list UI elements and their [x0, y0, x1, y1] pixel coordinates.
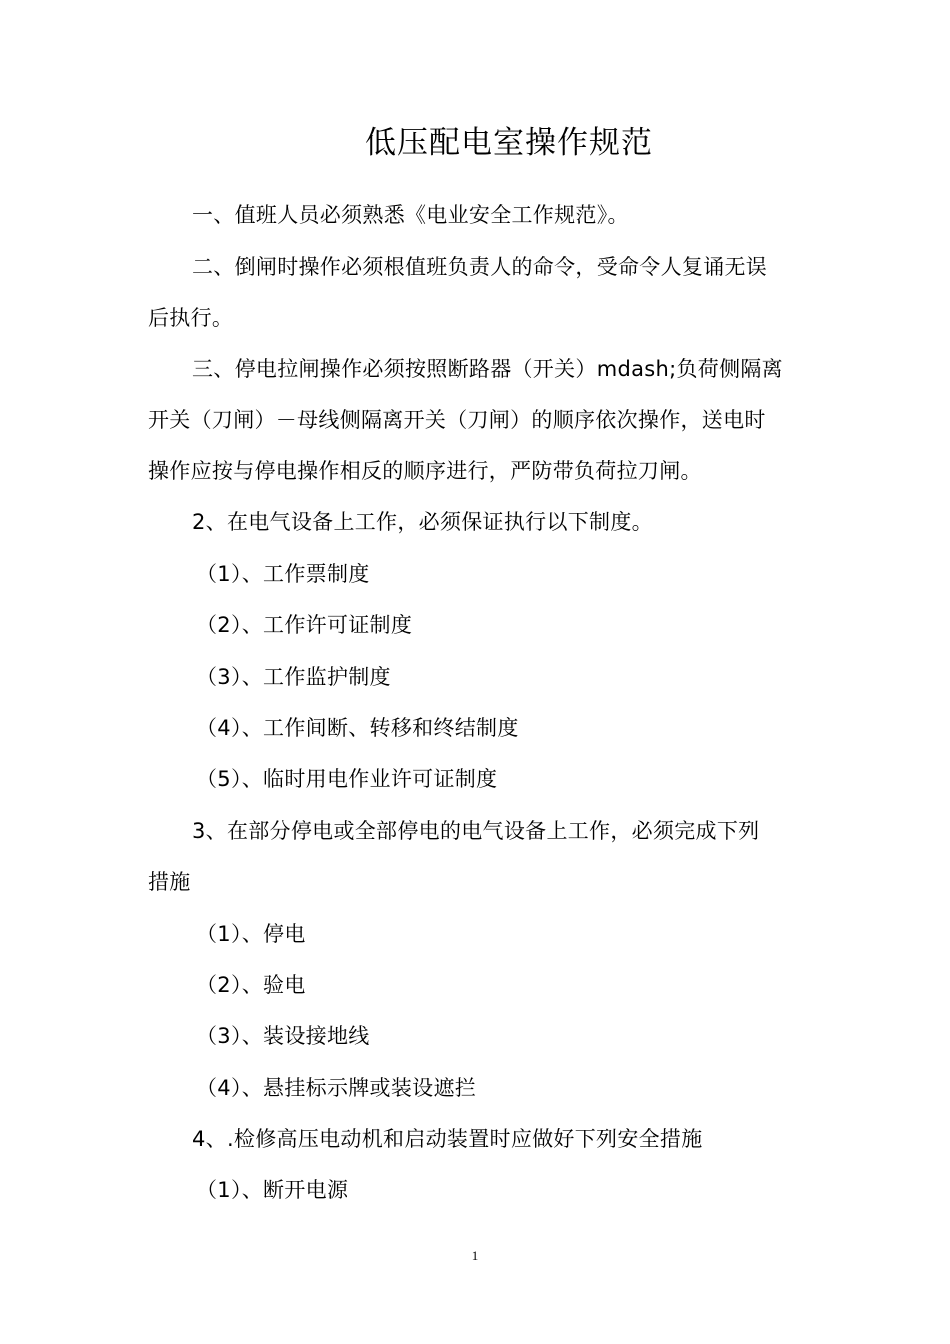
- list-item: （5）、临时用电作业许可证制度: [196, 767, 498, 791]
- rule-line-1: 一、值班人员必须熟悉《电业安全工作规范》。: [192, 203, 629, 227]
- rule-line-3-cont-1: 开关（刀闸）－母线侧隔离开关（刀闸）的顺序依次操作，送电时: [148, 408, 766, 432]
- list-item: （1）、工作票制度: [196, 562, 370, 586]
- list-item: （1）、停电: [196, 922, 306, 946]
- list-item: （4）、工作间断、转移和终结制度: [196, 716, 519, 740]
- section-3-heading-cont: 措施: [148, 870, 191, 894]
- list-item: （2）、工作许可证制度: [196, 613, 413, 637]
- list-item: （3）、装设接地线: [196, 1024, 370, 1048]
- list-item: （1）、断开电源: [196, 1178, 349, 1202]
- rule-line-3: 三、停电拉闸操作必须按照断路器（开关）mdash;负荷侧隔离: [192, 357, 783, 381]
- section-4-heading: 4、.检修高压电动机和启动装置时应做好下列安全措施: [192, 1127, 703, 1151]
- document-title: 低压配电室操作规范: [365, 125, 653, 161]
- rule-line-3-cont-2: 操作应按与停电操作相反的顺序进行，严防带负荷拉刀闸。: [148, 459, 702, 483]
- rule-line-2-cont: 后执行。: [148, 306, 234, 330]
- rule-line-2: 二、倒闸时操作必须根值班负责人的命令，受命令人复诵无误: [192, 255, 768, 279]
- list-item: （3）、工作监护制度: [196, 665, 391, 689]
- list-item: （2）、验电: [196, 973, 306, 997]
- section-3-heading: 3、在部分停电或全部停电的电气设备上工作，必须完成下列: [192, 819, 760, 843]
- section-2-heading: 2、在电气设备上工作，必须保证执行以下制度。: [192, 510, 653, 534]
- list-item: （4）、悬挂标示牌或装设遮拦: [196, 1076, 477, 1100]
- page-number: 1: [471, 1248, 479, 1263]
